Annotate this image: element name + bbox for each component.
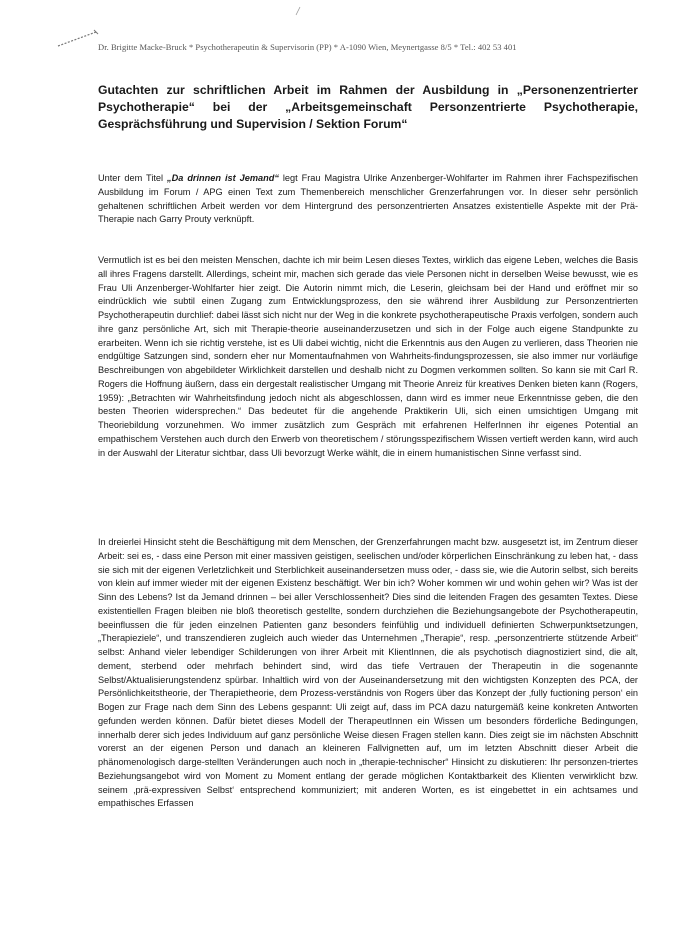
paragraph-limits: In dreierlei Hinsicht steht die Beschäftigung mit dem Menschen, der Grenzerfahrungen macht bzw. ausgesetzt ist, im Zentrum dieser Arbeit: sei es, - dass eine Person mit einer massiven geistigen, seelischen und/oder körperlichen Einschränkung zu leben hat, - dass sie sich mit der eigenen Verletzlichkeit und Sterblichkeit auseinandersetzen muss oder, - dass sie, wie die Autorin selbst, sich bereits von klein auf immer wieder mit der eigenen Existenz beschäftigt. Wer bin ich? Woher kommen wir und wohin gehen wir? Was ist der Sinn des Lebens? Ist da Jemand drinnen – bei aller Verschlossenheit? Dies sind die leitenden Fragen des gesamten Textes. Diese existentiellen Fragen bleiben nie bloß theoretisch gestellte, sondern durchziehen die Beziehungsangebote der Psychotherapeutin, beeinflussen die für jeden einzelnen Patienten ganz besonders feinfühlig und individuell definierten Schwerpunktsetzungen, „Therapieziele“, und transzendieren zugleich auch wieder das Unternehmen „Therapie“, resp. „personzentrierte stützende Arbeit“ selbst: Anhand vieler lebendiger Schilderungen von ihrer Arbeit mit KlientInnen, die als psychotisch diagnostiziert sind, die alt, dement, sterbend oder mehrfach behindert sind, wird das tiefe Vertrauen der Therapeutin in die sogenannte Selbst/Aktualisierungstendenz spürbar. Inhaltlich wird von der Auseinandersetzung mit den wichtigsten Konzepten des PCA, der Persönlichkeitstheorie, der Therapietheorie, dem Prozess-verständnis von Rogers über das Konzept der ‚fully fuctioning person‘ ein Bogen zur Frage nach dem Sinn des Lebens gespannt: Uli zeigt auf, dass im PCA dazu naturgemäß keine konkreten Antworten gefunden werden können. Dafür bietet dieses Modell der TherapeutInnen ein Wissen um besonders förderliche Bedingungen, innerhalb derer sich jedes Individuum auf ganz persönliche Weise diesen Fragen stellen kann. Dies zeigt sie im nächsten Abschnitt vorerst an der eigenen Person und danach an kleineren Fallvignetten auf, um im letzten Abschnitt dieser Arbeit die phänomenologisch darge-stellten Veränderungen auch noch in „therapie-technischer“ Hinsicht zu diskutieren: Ihr personzen-triertes Beziehungsangebot wird von Moment zu Moment entlang der gerade möglichen Kontaktbarkeit des Klienten verwirklicht bzw. seinem ‚prä-expressiven Selbst‘ entsprechend kommuniziert; mit anderen Worten, es ist eingebettet in ein achtsames und empathisches Erfassen: [98, 537, 638, 809]
letterhead: Dr. Brigitte Macke-Bruck * Psychotherapeutin & Supervisorin (PP) * A-1090 Wien, Meynertgasse 8/5 * Tel.: 402 53 401: [98, 42, 517, 52]
intro-text: legt Frau Magistra Ulrike Anzenberger-Wohlfarter im Rahmen ihrer Fachspezifischen Ausbildung im Forum / APG einen Text zum Themenbereich menschlicher Grenzerfahrungen vor. In dieser sehr persönlich gehaltenen schriftlichen Arbeit werden vor dem Hintergrund des personzentrierten Ansatzes existentielle Aspekte mit der Prä-Therapie nach Garry Prouty verknüpft.: [98, 173, 638, 225]
work-title: „Da drinnen ist Jemand“: [167, 173, 279, 183]
document-title: Gutachten zur schriftlichen Arbeit im Rahmen der Ausbildung in „Personenzentrierter Psychotherapie“ bei der „Arbeitsgemeinschaft Personzentrierte Psychotherapie, Gesprächsführung und Supervision / Sektion Forum“: [98, 83, 638, 131]
paragraph-development: Vermutlich ist es bei den meisten Menschen, dachte ich mir beim Lesen dieses Textes, wirklich das eigene Leben, welches die Basis all ihres Fragens darstellt. Allerdings, scheint mir, machen sich gerade das viele Personen nicht in derselben Weise bewusst, wie es Frau Uli Anzenberger-Wohlfarter hier zeigt. Die Autorin nimmt mich, die Leserin, gleichsam bei der Hand und eröffnet mir so eindrücklich wie subtil einen Zugang zum Entwicklungsprozess, den sie während ihrer Ausbildung zur Personzentrierten Psychotherapeutin durchlief: dabei lässt sich nicht nur der Weg in die konkrete psychotherapeutische Praxis verfolgen, sondern auch ihre ganz persönliche Art, sich mit Therapie-theorie auseinanderzusetzen und sich in der Folge auch eigene Standpunkte zu erarbeiten. Wenn ich sie richtig verstehe, ist es Uli dabei wichtig, nicht die Erkenntnis aus den Augen zu verlieren, dass Theorien nie endgültige Satzungen sind, sondern eher nur Momentaufnahmen von Wahrheits-findungsprozessen, sie also immer nur vorläufige Beschreibungen von abgebildeter Wirklichkeit darstellen und deshalb nicht zu Dogmen verkommen sollten. So kann sie mit Carl R. Rogers die Hoffnung äußern, dass ein dergestalt realistischer Umgang mit Theorie Anreiz für kreatives Denken bieten kann (Rogers, 1959): „Betrachten wir Wahrheitsfindung jedoch nicht als abgeschlossen, dann wird es immer neue Erkenntnisse geben, die den besten Theorien widersprechen.“ Das bedeutet für die angehende Praktikerin Uli, sich einen umsichtigen Umgang mit Theoriebildung vorzunehmen. Wo immer zusätzlich zum Gespräch mit erfahrenen HelferInnen ihr eigenes Potential an empathischem Verstehen auch durch den Erwerb von theoretischem / störungsspezifischem Wissen vertieft werden kann, wird auch in der Auswahl der Literatur sichtbar, dass Uli bevorzugt Werke wählt, die in einem humanistischen Sinne verfasst sind.: [98, 255, 638, 458]
intro-lead: Unter dem Titel: [98, 173, 168, 183]
paragraph-intro: [98, 172, 638, 227]
pen-tick-mark: [294, 6, 302, 16]
stamp-mark: [56, 28, 100, 50]
